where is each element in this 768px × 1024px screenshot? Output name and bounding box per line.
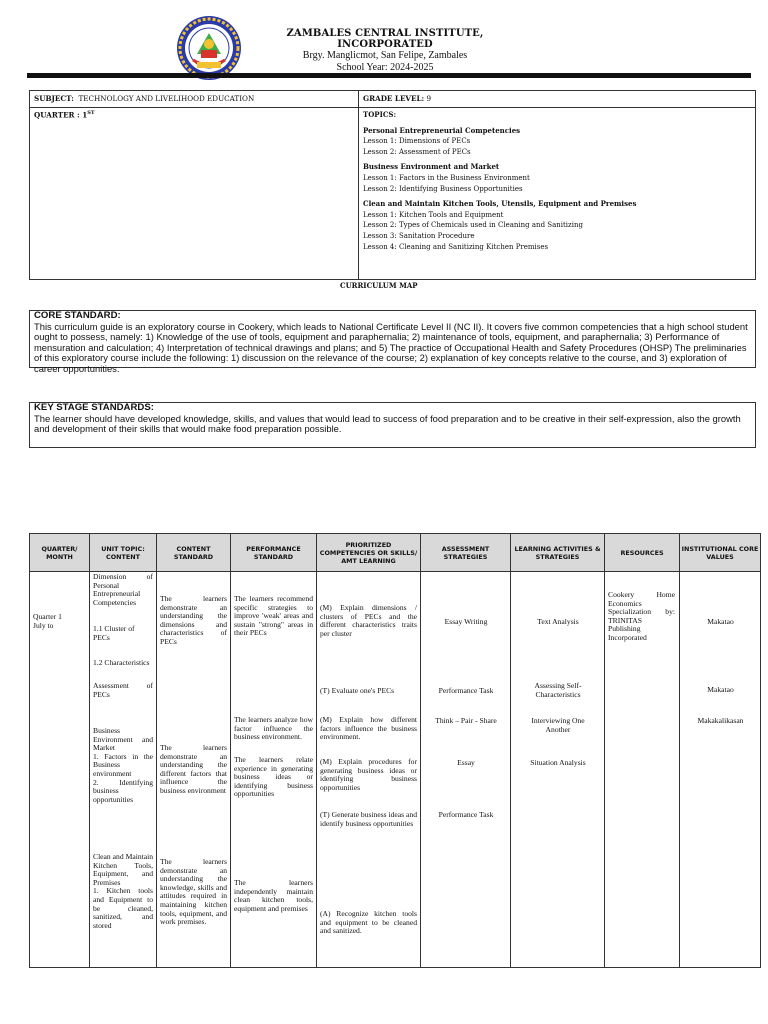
performance-standard-text: The learners analyze how factor influence the business environment.	[234, 715, 313, 742]
resources-text: Cookery Home Economics Specialization by: TRINITAS Publishing Incorporated	[608, 590, 675, 642]
competencies-cell	[317, 572, 421, 968]
activity-text: Text Analysis	[537, 617, 579, 626]
assessment-text: Essay	[457, 758, 475, 767]
school-year: School Year: 2024-2025	[336, 62, 434, 73]
core-standard-text: This curriculum guide is an exploratory course in Cookery, which leads to National Certificate Level II (NC II). It covers five common competencies that a high school student ought to possess, namely: 1) Knowledge of the use of tools, equipment and paraphernalia; 2) maintenance of tools, equipment, and paraphernalia; 3) Performance of mensuration and calculation; 4) Interpretation of technical drawings and plans; and 5) The practice of Occupational Health and Safety Procedures (OHSP) The preliminaries of this exploratory course include the following: 1) discussion on the relevance of the course; 2) explanation of key concepts relative to the course, and 3) exploration of career opportunities.	[34, 320, 748, 374]
core-values-cell	[680, 572, 761, 968]
content-standard-text: The learners demonstrate an understanding the knowledge, skills and attitudes required in maintaining kitchen tools, equipment, and work premises.	[160, 857, 227, 927]
content-standard-cell	[157, 572, 231, 968]
performance-standard-text: The learners recommend specific strategies to improve 'weak' areas and sustain "strong" areas in their PECs	[234, 594, 313, 638]
assessment-text: Essay Writing	[444, 617, 488, 626]
table-header-row	[30, 534, 761, 572]
content-standard-text: The learners demonstrate an understanding the dimensions and characteristics of PECs	[160, 594, 227, 646]
competency-text: (M) Explain procedures for generating business ideas or identifying business opportunities	[320, 757, 417, 792]
core-value-text: Makatao	[707, 617, 734, 626]
unit-topic-cell	[90, 572, 157, 968]
content-standard-text: The learners demonstrate an understanding the different factors that influence the business environment	[160, 743, 227, 795]
topic-group-title: Business Environment and Market	[363, 162, 500, 172]
col-header: PERFORMANCE STANDARD	[231, 534, 317, 572]
school-name: ZAMBALES CENTRAL INSTITUTE, INCORPORATED	[286, 28, 484, 50]
core-value-text: Makakalikasan	[697, 716, 744, 725]
competency-text: (T) Generate business ideas and identify business opportunities	[320, 810, 417, 828]
school-seal-icon	[175, 14, 243, 82]
activity-text: Assessing Self-Characteristics	[534, 681, 582, 699]
topic-lesson: Lesson 1: Factors in the Business Environment	[363, 173, 530, 182]
subject-field: SUBJECT: TECHNOLOGY AND LIVELIHOOD EDUCATION	[34, 94, 255, 103]
topic-group-title: Clean and Maintain Kitchen Tools, Utensils, Equipment and Premises	[363, 199, 637, 209]
topic-lesson: Lesson 2: Assessment of PECs	[363, 147, 471, 156]
performance-standard-text: The learners relate experience in generating business ideas or identifying business opportunities	[234, 755, 313, 799]
unit-text: Clean and Maintain Kitchen Tools, Equipment, and Premises 1. Kitchen tools and Equipment to be cleaned, sanitized, and stored	[93, 852, 153, 930]
key-stage-standards-box	[29, 402, 756, 448]
competency-text: (M) Explain how different factors influence the business environment.	[320, 715, 417, 742]
quarter-text: Quarter 1 July to	[33, 612, 62, 630]
quarter-field: QUARTER : 1ST	[34, 110, 95, 120]
topic-group-title: Personal Entrepreneurial Competencies	[363, 125, 521, 135]
unit-text: 1.2 Characteristics	[93, 658, 150, 667]
core-value-text: Makatao	[707, 685, 734, 694]
core-standard-label: CORE STANDARD:	[34, 310, 121, 321]
header-divider	[27, 73, 751, 78]
assessment-text: Think – Pair - Share	[435, 716, 497, 725]
subject-info-box	[29, 90, 756, 280]
col-header: PRIORITIZED COMPETENCIES OR SKILLS/ AMT LEARNING	[317, 534, 421, 572]
key-stage-text: The learner should have developed knowledge, skills, and values that would lead to success of food preparation and to be creative in their self-expression, also the growth and development of their skills that would make food preparation possible.	[34, 412, 741, 435]
performance-standard-cell	[231, 572, 317, 968]
assessment-text: Performance Task	[438, 686, 494, 695]
topic-lesson: Lesson 2: Identifying Business Opportunities	[363, 184, 523, 193]
topics-list	[363, 110, 755, 252]
topic-lesson: Lesson 4: Cleaning and Sanitizing Kitchen Premises	[363, 242, 549, 251]
table-row	[30, 572, 761, 968]
col-header: UNIT TOPIC: CONTENT	[90, 534, 157, 572]
col-header: CONTENT STANDARD	[157, 534, 231, 572]
topic-lesson: Lesson 1: Kitchen Tools and Equipment	[363, 210, 504, 219]
col-header: LEARNING ACTIVITIES & STRATEGIES	[511, 534, 605, 572]
school-address: Brgy. Manglicmot, San Felipe, Zambales	[302, 50, 468, 61]
learning-activities-cell	[511, 572, 605, 968]
col-header: QUARTER/ MONTH	[30, 534, 90, 572]
activity-text: Situation Analysis	[530, 758, 586, 767]
core-standard-box	[29, 310, 756, 374]
competency-text: (A) Recognize kitchen tools and equipment to be cleaned and sanitized.	[320, 909, 417, 936]
assessment-text: Performance Task	[438, 810, 494, 819]
key-stage-label: KEY STAGE STANDARDS:	[34, 402, 154, 413]
curriculum-map-table	[29, 533, 761, 968]
quarter-cell	[30, 572, 90, 968]
unit-text: Dimension of Personal Entrepreneurial Competencies	[93, 572, 153, 607]
unit-text: 1.1 Cluster of PECs	[93, 624, 135, 642]
competency-text: (M) Explain dimensions / clusters of PECs and the different characteristics traits per cluster	[320, 603, 417, 638]
col-header: RESOURCES	[605, 534, 680, 572]
unit-text: Business Environment and Market 1. Factors in the Business environment 2. Identifying business opportunities	[93, 726, 153, 804]
performance-standard-text: The learners independently maintain clean kitchen tools, equipment and premises	[234, 878, 313, 913]
topic-lesson: Lesson 2: Types of Chemicals used in Cleaning and Sanitizing	[363, 221, 583, 230]
unit-text: Assessment of PECs	[93, 681, 153, 699]
activity-text: Interviewing One Another	[531, 716, 585, 734]
col-header: INSTITUTIONAL CORE VALUES	[680, 534, 761, 572]
competency-text: (T) Evaluate one's PECs	[320, 686, 395, 695]
topics-label: TOPICS:	[363, 110, 397, 119]
col-header: ASSESSMENT STRATEGIES	[421, 534, 511, 572]
grade-level-field: GRADE LEVEL: 9	[363, 94, 432, 103]
curriculum-map-title: CURRICULUM MAP	[340, 281, 418, 290]
assessment-cell	[421, 572, 511, 968]
topic-lesson: Lesson 1: Dimensions of PECs	[363, 137, 471, 146]
topic-lesson: Lesson 3: Sanitation Procedure	[363, 231, 475, 240]
resources-cell	[605, 572, 680, 968]
